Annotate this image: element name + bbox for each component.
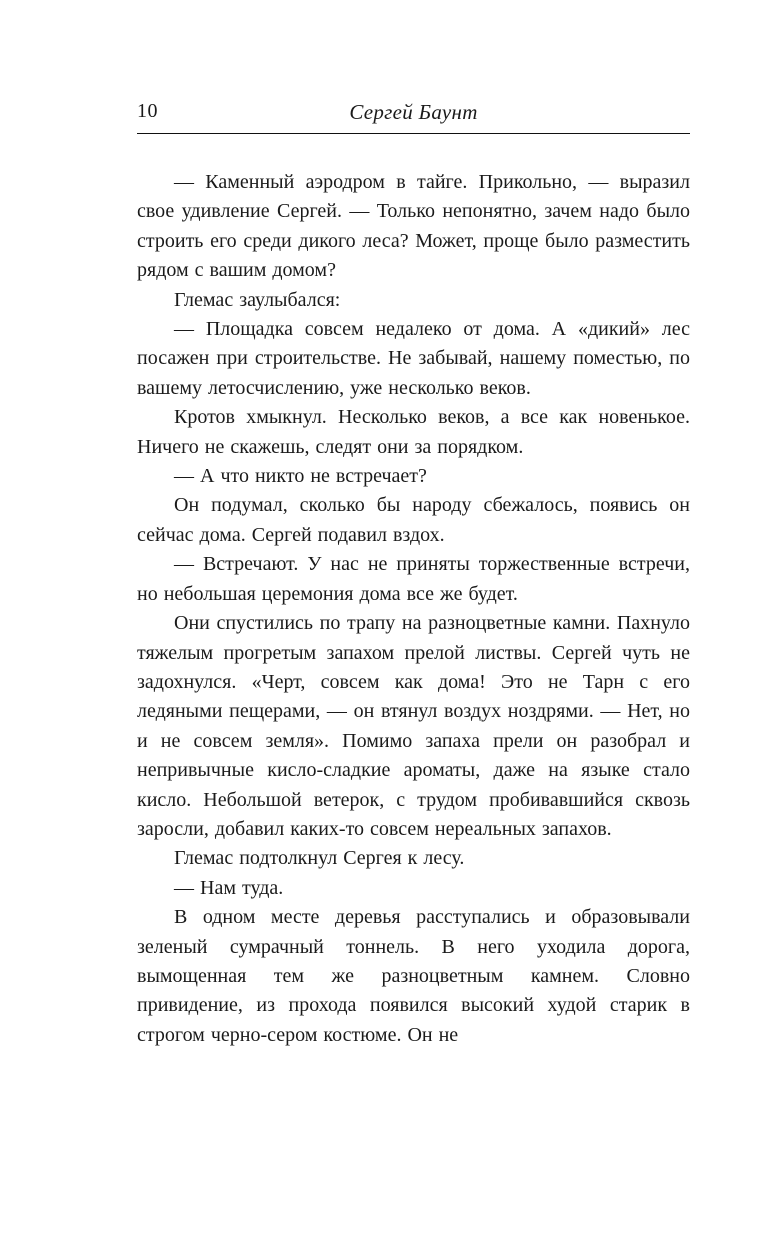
paragraph: Глемас заулыбался: xyxy=(174,288,341,311)
paragraph: — А что никто не встречает? xyxy=(174,465,427,488)
paragraph: Кротов хмыкнул. Несколько веков, а все как новенькое. Ничего не скажешь, следят они за порядком. xyxy=(137,406,690,458)
paragraph: Глемас подтолкнул Сергея к лесу. xyxy=(174,847,465,870)
running-header-title: Сергей Баунт xyxy=(349,100,478,124)
page-number: 10 xyxy=(137,100,158,122)
paragraph: — Каменный аэродром в тайге. Прикольно, — выразил свое удивление Сергей. — Только непонятно, зачем надо было строить его среди дикого леса? Может, проще было разместить рядом с вашим домом? xyxy=(137,171,690,282)
header-rule xyxy=(137,133,690,134)
running-header xyxy=(137,100,690,134)
paragraph: Он подумал, сколько бы народу сбежалось, появись он сейчас дома. Сергей подавил вздох. xyxy=(137,494,690,546)
paragraph: — Нам туда. xyxy=(174,876,284,899)
paragraph: — Площадка совсем недалеко от дома. А «дикий» лес посажен при строительстве. Не забывай, нашему поместью, по вашему летосчислению, уже несколько веков. xyxy=(137,318,690,399)
paragraph: Они спустились по трапу на разноцветные камни. Пахнуло тяжелым прогретым запахом прелой листвы. Сергей чуть не задохнулся. «Черт, совсем как дома! Это не Тарн с его ледяными пещерами, — он втянул воздух ноздрями. — Нет, но и не совсем земля». Помимо запаха прели он разобрал и непривычные кисло-сладкие ароматы, даже на языке стало кисло. Небольшой ветерок, с трудом пробивавшийся сквозь заросли, добавил каких-то совсем нереальных запахов. xyxy=(137,612,690,840)
paragraph: В одном месте деревья расступались и образовывали зеленый сумрачный тоннель. В него уходила дорога, вымощенная тем же разноцветным камнем. Словно привидение, из прохода появился высокий худой старик в строгом черно-сером костюме. Он не xyxy=(137,906,690,1046)
paragraph: — Встречают. У нас не приняты торжественные встречи, но небольшая церемония дома все же будет. xyxy=(137,553,690,605)
page-body xyxy=(137,168,690,1050)
